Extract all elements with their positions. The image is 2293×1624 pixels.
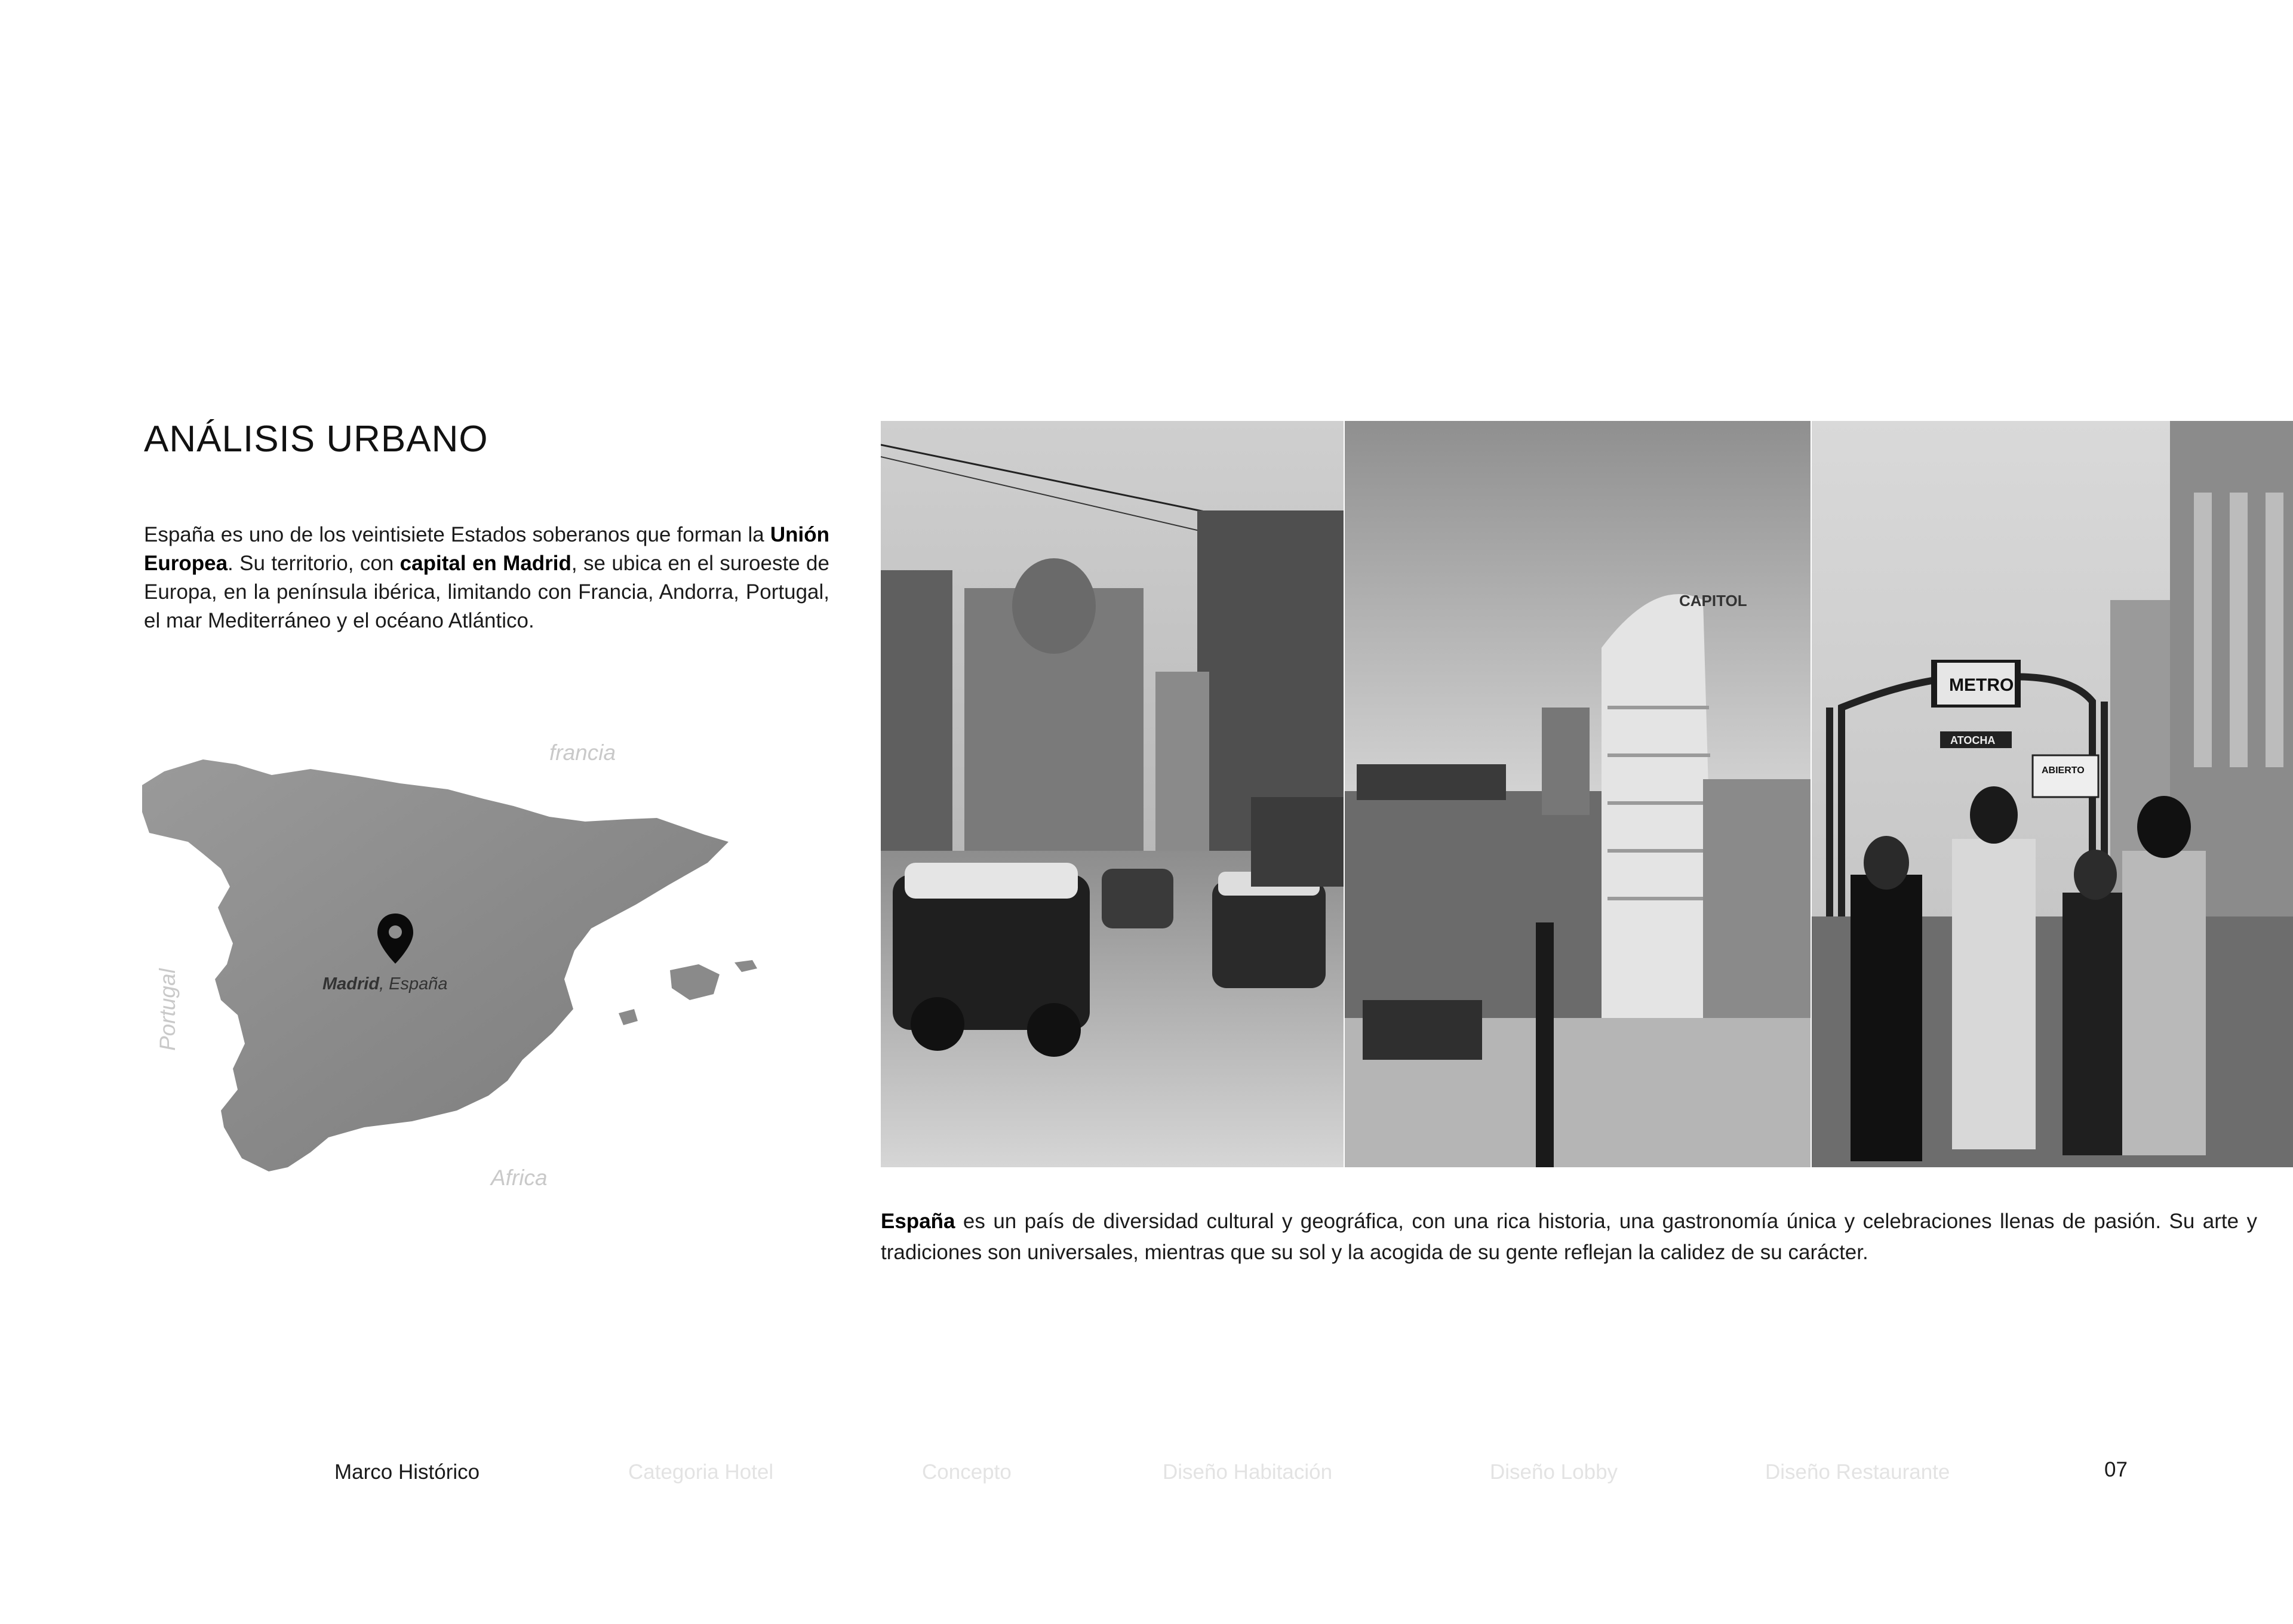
caption-paragraph [881, 1206, 2257, 1268]
nav-item-categoria-hotel[interactable]: Categoria Hotel [628, 1460, 774, 1484]
location-label [322, 974, 448, 994]
sign-abierto: ABIERTO [2042, 765, 2085, 776]
label-portugal: Portugal [155, 968, 180, 1051]
caption-text: es un país de diversidad cultural y geográfica, con una rica historia, una gastronomía única y celebraciones llenas de pasión. Su arte y tradiciones son universales, mientras que su sol y la acogida de su gente reflejan la calidez de su carácter. [881, 1210, 2257, 1264]
nav-item-concepto[interactable]: Concepto [922, 1460, 1012, 1484]
spain-map [131, 728, 836, 1218]
intro-text-2: . Su territorio, con [228, 552, 400, 575]
spain-map-graphic [131, 728, 836, 1218]
peninsula-shape [142, 759, 729, 1171]
location-city: Madrid [322, 974, 380, 994]
photo-gran-via-snow [881, 421, 1344, 1167]
location-country: , España [379, 974, 448, 994]
intro-bold-capital: capital en Madrid [399, 552, 571, 575]
caption-bold-espana: España [881, 1210, 955, 1233]
photo-collage [881, 421, 2293, 1167]
label-francia: francia [549, 740, 616, 765]
intro-paragraph [144, 521, 829, 635]
photo-metro-atocha [1812, 421, 2293, 1167]
intro-text-1: España es uno de los veintisiete Estados soberanos que forman la [144, 523, 770, 546]
nav-item-diseno-habitacion[interactable]: Diseño Habitación [1163, 1460, 1333, 1484]
sign-capitol: CAPITOL [1679, 592, 1747, 610]
menorca-shape [734, 960, 757, 972]
nav-item-diseno-restaurante[interactable]: Diseño Restaurante [1765, 1460, 1950, 1484]
nav-item-diseno-lobby[interactable]: Diseño Lobby [1490, 1460, 1618, 1484]
sign-atocha: ATOCHA [1950, 734, 1996, 746]
intro-text-3: , se ubica en el suroeste de Europa, en la península ibérica, limitando con Francia, Andorra, Portugal, el mar Mediterráneo y el océano Atlántico. [144, 552, 829, 632]
nav-item-marco-historico[interactable]: Marco Histórico [334, 1460, 480, 1484]
page-title: ANÁLISIS URBANO [144, 419, 488, 460]
sign-metro: METRO [1949, 675, 2014, 695]
mallorca-shape [670, 964, 720, 1000]
page-number: 07 [2104, 1458, 2128, 1481]
intro-bold-union-europea: Unión Europea [144, 523, 829, 575]
ibiza-shape [619, 1009, 638, 1025]
photo-capitol-building [1345, 421, 1811, 1167]
label-africa: Africa [491, 1165, 548, 1190]
